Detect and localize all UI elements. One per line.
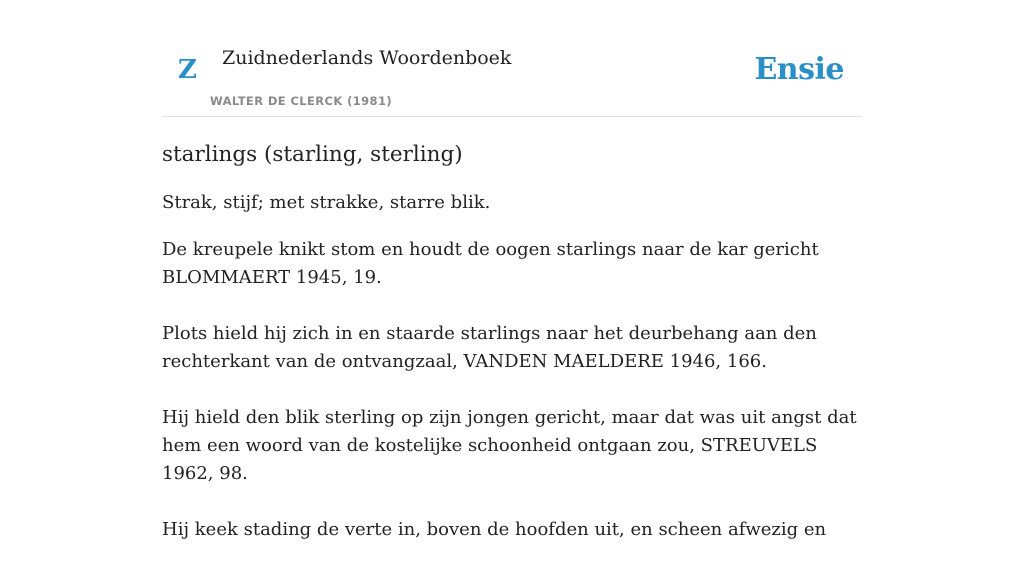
site-header (162, 0, 862, 117)
quote-item: Plots hield hij zich in en staarde starlings naar het deurbehang aan den rechterkant van de ontvangzaal, VANDEN MAELDERE 1946, 166. (162, 323, 817, 372)
dictionary-logo-letter[interactable]: Z (178, 55, 197, 85)
quote-item: Hij keek stading de verte in, boven de hoofden uit, en scheen afwezig en (162, 519, 827, 540)
quote-item: Hij hield den blik sterling op zijn jongen gericht, maar dat was uit angst dat hem een woord van de kostelijke schoonheid ontgaan zou, STREUVELS 1962, 98. (162, 407, 857, 484)
ensie-logo-link[interactable]: Ensie (754, 52, 844, 87)
quote-item: De kreupele knikt stom en houdt de oogen starlings naar de kar gericht BLOMMAERT 1945, 19. (162, 239, 819, 288)
quote-list (162, 236, 862, 544)
dictionary-author: WALTER DE CLERCK (1981) (210, 94, 393, 108)
page (162, 0, 862, 572)
dictionary-title-link[interactable]: Zuidnederlands Woordenboek (222, 47, 512, 69)
entry-definition: Strak, stijf; met strakke, starre blik. (162, 192, 491, 213)
entry-headword: starlings (starling, sterling) (162, 142, 463, 167)
